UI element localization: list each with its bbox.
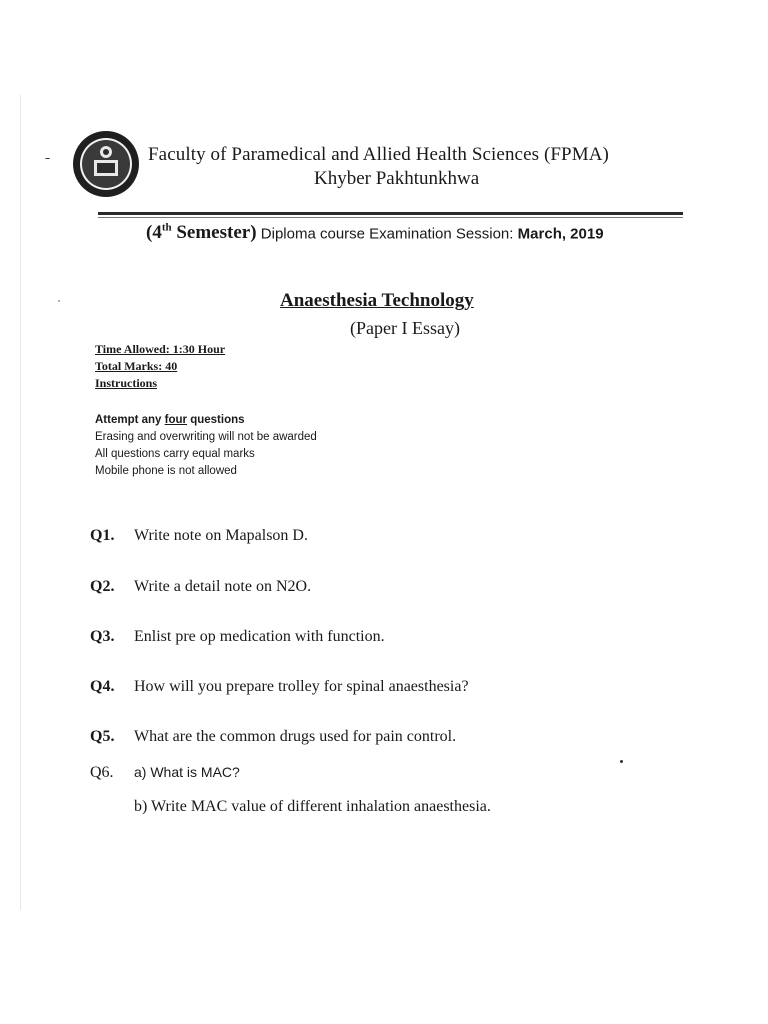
question-4 xyxy=(90,678,469,696)
question-number: Q3. xyxy=(90,628,115,645)
instruction-attempt: Attempt any four questions xyxy=(95,414,245,426)
question-3 xyxy=(90,628,385,646)
question-1 xyxy=(90,527,308,545)
semester-word: Semester xyxy=(176,222,251,244)
subject-title: Anaesthesia Technology xyxy=(280,290,474,311)
instruction-item: All questions carry equal marks xyxy=(95,448,255,460)
semester-suffix: th xyxy=(161,222,172,234)
fpma-logo-icon xyxy=(72,130,140,198)
semester-number: 4 xyxy=(152,222,162,244)
question-text: a) What is MAC? xyxy=(134,764,240,780)
question-number: Q6. xyxy=(90,764,114,781)
session-date: March, 2019 xyxy=(517,225,604,243)
question-text: Write a detail note on N2O. xyxy=(134,578,312,595)
question-text: b) Write MAC value of different inhalation anaesthesia. xyxy=(134,798,491,815)
question-text: Enlist pre op medication with function. xyxy=(134,628,385,645)
header-divider-thin xyxy=(98,217,683,218)
time-allowed: Time Allowed: 1:30 Hour xyxy=(95,342,226,356)
instruction-item: Mobile phone is not allowed xyxy=(95,465,237,477)
question-5 xyxy=(90,728,456,746)
institution-region: Khyber Pakhtunkhwa xyxy=(314,168,480,189)
question-text: What are the common drugs used for pain control. xyxy=(134,728,457,745)
question-6 xyxy=(90,764,240,782)
semester-label: (4th Semester) xyxy=(146,222,257,244)
attempt-count: four xyxy=(164,414,188,426)
session-text: Diploma course Examination Session: xyxy=(260,225,514,243)
exam-session-line xyxy=(146,222,604,244)
instructions-heading: Instructions xyxy=(95,376,158,390)
scan-margin-line xyxy=(20,95,21,910)
header-divider xyxy=(98,212,683,215)
question-text: How will you prepare trolley for spinal anaesthesia? xyxy=(134,678,469,695)
question-text: Write note on Mapalson D. xyxy=(134,527,308,544)
instructions-list xyxy=(95,412,317,480)
scan-speck xyxy=(620,760,623,763)
instruction-item: Erasing and overwriting will not be awarded xyxy=(95,431,317,443)
paper-type: (Paper I Essay) xyxy=(350,318,460,338)
institution-name: Faculty of Paramedical and Allied Health Sciences (FPMA) xyxy=(148,144,609,165)
question-6b xyxy=(134,798,491,816)
question-number: Q5. xyxy=(90,728,115,745)
question-number: Q1. xyxy=(90,527,115,544)
question-number: Q2. xyxy=(90,578,115,595)
total-marks: Total Marks: 40 xyxy=(95,359,178,373)
scan-speck xyxy=(45,158,50,159)
question-number: Q4. xyxy=(90,678,115,695)
question-2 xyxy=(90,578,311,596)
scan-speck xyxy=(58,300,60,302)
